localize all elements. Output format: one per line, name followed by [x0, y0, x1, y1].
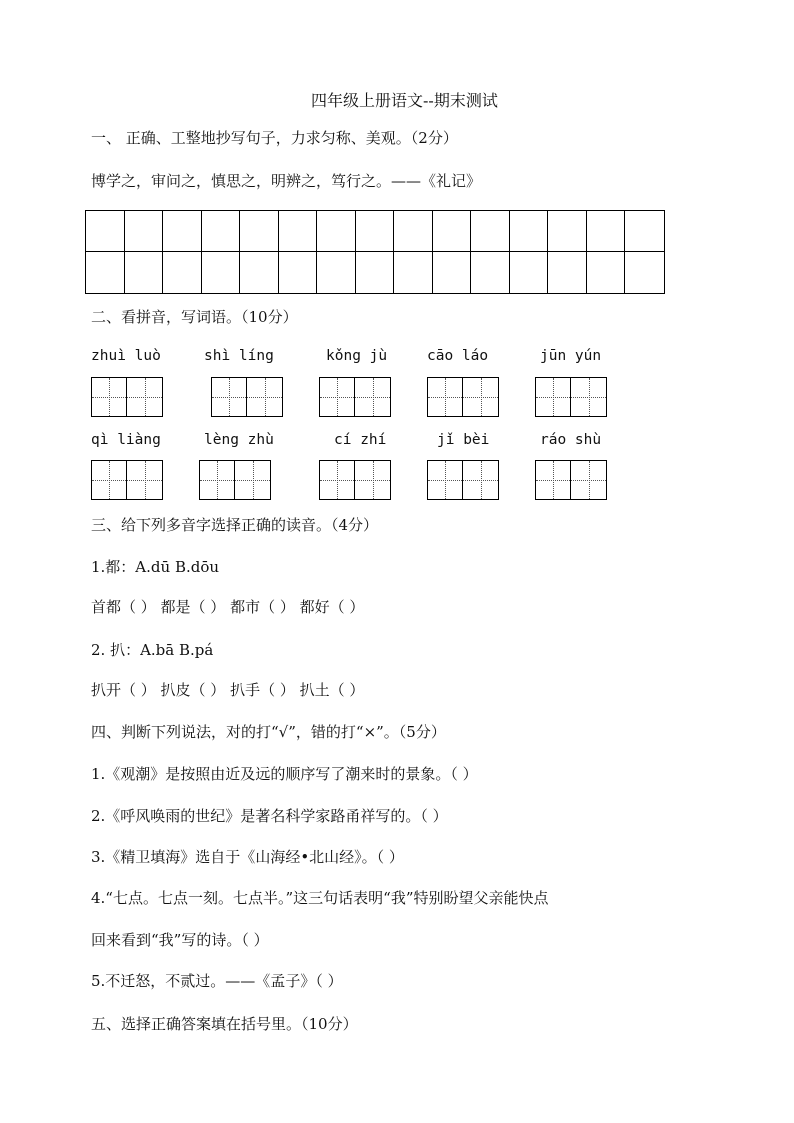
copy-grid-cell[interactable] [279, 252, 318, 293]
pinyin-label: shì líng [204, 348, 274, 364]
question-stem: 1.都：A.dū B.dōu [91, 558, 220, 576]
judgment-item[interactable]: 2.《呼风唤雨的世纪》是著名科学家路甬祥写的。（ ） [91, 807, 448, 825]
tianzige-box[interactable] [319, 377, 391, 417]
copy-grid-cell[interactable] [356, 252, 395, 293]
copy-grid-cell[interactable] [471, 211, 510, 252]
copy-grid-cell[interactable] [279, 211, 318, 252]
pinyin-label: lèng zhù [204, 432, 274, 448]
copy-grid-cell[interactable] [625, 252, 664, 293]
pinyin-label: cí zhí [334, 432, 387, 448]
section5-heading: 五、选择正确答案填在括号里。（10分） [91, 1015, 358, 1033]
judgment-item[interactable]: 回来看到“我”写的诗。（ ） [91, 931, 269, 949]
copy-grid-cell[interactable] [356, 211, 395, 252]
pinyin-label: jūn yún [540, 348, 602, 364]
judgment-item[interactable]: 5.不迁怒，不贰过。——《孟子》（ ） [91, 972, 343, 990]
copy-grid-cell[interactable] [548, 252, 587, 293]
pinyin-label: ráo shù [540, 432, 602, 448]
copy-grid-cell[interactable] [86, 252, 125, 293]
copy-grid-cell[interactable] [240, 252, 279, 293]
copy-grid-cell[interactable] [587, 211, 626, 252]
pinyin-label: qì liàng [91, 432, 161, 448]
answer-blanks[interactable]: 首都（ ） 都是（ ） 都市（ ） 都好（ ） [91, 598, 365, 616]
tianzige-box[interactable] [91, 377, 163, 417]
judgment-item[interactable]: 3.《精卫填海》选自于《山海经•北山经》。（ ） [91, 848, 404, 866]
copy-grid-cell[interactable] [317, 252, 356, 293]
tianzige-box[interactable] [91, 460, 163, 500]
tianzige-box[interactable] [535, 460, 607, 500]
tianzige-box[interactable] [199, 460, 271, 500]
section1-sentence: 博学之，审问之，慎思之，明辨之，笃行之。——《礼记》 [91, 172, 482, 190]
pinyin-label: kǒng jù [326, 348, 388, 364]
copy-grid-cell[interactable] [125, 211, 164, 252]
copy-grid-cell[interactable] [394, 252, 433, 293]
copy-grid-cell[interactable] [163, 211, 202, 252]
copy-grid-cell[interactable] [625, 211, 664, 252]
copy-grid-cell[interactable] [471, 252, 510, 293]
copy-grid-cell[interactable] [240, 211, 279, 252]
copy-grid-cell[interactable] [433, 252, 472, 293]
copy-writing-grid[interactable] [85, 210, 665, 294]
tianzige-box[interactable] [427, 377, 499, 417]
page-title: 四年级上册语文--期末测试 [311, 91, 498, 110]
answer-blanks[interactable]: 扒开（ ） 扒皮（ ） 扒手（ ） 扒土（ ） [91, 681, 365, 699]
copy-grid-cell[interactable] [86, 211, 125, 252]
pinyin-label: cāo láo [427, 348, 489, 364]
copy-grid-cell[interactable] [548, 211, 587, 252]
tianzige-box[interactable] [427, 460, 499, 500]
copy-grid-cell[interactable] [202, 211, 241, 252]
copy-grid-cell[interactable] [317, 211, 356, 252]
tianzige-box[interactable] [535, 377, 607, 417]
tianzige-box[interactable] [319, 460, 391, 500]
question-stem: 2. 扒：A.bā B.pá [91, 641, 214, 659]
judgment-item: 4.“七点。七点一刻。七点半。”这三句话表明“我”特别盼望父亲能快点 [91, 889, 549, 907]
copy-grid-cell[interactable] [587, 252, 626, 293]
pinyin-label: zhuì luò [91, 348, 161, 364]
copy-grid-cell[interactable] [125, 252, 164, 293]
tianzige-box[interactable] [211, 377, 283, 417]
section2-heading: 二、看拼音，写词语。（10分） [91, 308, 298, 326]
copy-grid-cell[interactable] [510, 252, 549, 293]
copy-grid-cell[interactable] [394, 211, 433, 252]
section1-heading: 一、 正确、工整地抄写句子，力求匀称、美观。（2分） [91, 129, 458, 147]
pinyin-label: jǐ bèi [437, 432, 490, 448]
copy-grid-cell[interactable] [433, 211, 472, 252]
copy-grid-cell[interactable] [163, 252, 202, 293]
section4-heading: 四、判断下列说法，对的打“√”，错的打“×”。（5分） [91, 723, 446, 741]
copy-grid-cell[interactable] [510, 211, 549, 252]
judgment-item[interactable]: 1.《观潮》是按照由近及远的顺序写了潮来时的景象。（ ） [91, 765, 478, 783]
section3-heading: 三、给下列多音字选择正确的读音。（4分） [91, 516, 379, 534]
copy-grid-cell[interactable] [202, 252, 241, 293]
